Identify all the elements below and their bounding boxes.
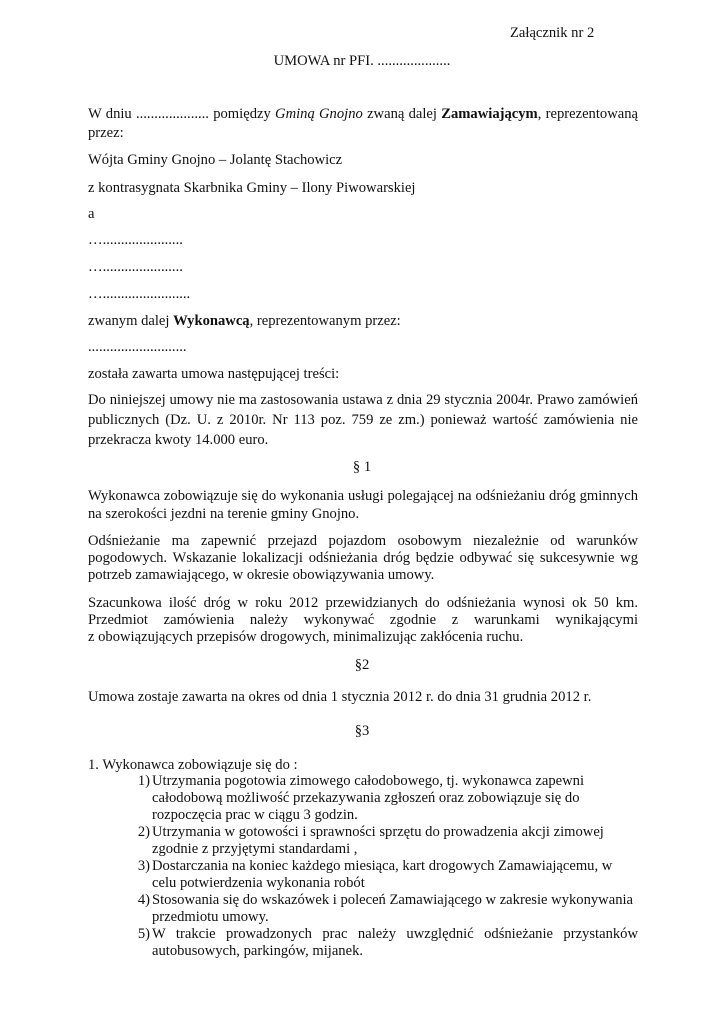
section-1-p2-line-1: Odśnieżanie ma zapewnić przejazd pojazdom osobowym niezależnie od warunków [88,533,638,549]
section-1-p3-line-1: Szacunkowa ilość dróg w roku 2012 przewidzianych do odśnieżania wynosi ok 50 km. [88,595,638,611]
conjunction: a [88,206,95,222]
legal-line-3: przekracza kwoty 14.000 euro. [88,432,269,448]
attachment-label: Załącznik nr 2 [510,25,595,41]
list-item-3-line-2: celu potwierdzenia wykonania robót [152,875,365,891]
ordering-party-role: Zamawiającym [441,106,538,122]
list-item-1-number: 1) [137,773,150,789]
list-item-2-line-2: zgodnie z przyjętymi standardami , [152,841,358,857]
contractor-role: Wykonawcą [173,313,250,329]
section-1-p2-line-3: potrzeb zamawiającego, w okresie obowiązywania umowy. [88,567,435,583]
section-2-heading: §2 [354,657,370,673]
legal-line-1: Do niniejszej umowy nie ma zastosowania ustawa z dnia 29 stycznia 2004r. Prawo zamówień [88,392,638,408]
list-item-5-line-2: autobusowych, parkingów, mijanek. [152,943,364,959]
list-item-1-line-2: całodobową możliwość przekazywania zgłoszeń oraz zobowiązuje się do [152,790,580,806]
contractor-line: zwanym dalej Wykonawcą, reprezentowanym przez: [88,313,401,329]
contractor-blank: ........................... [88,339,187,355]
section-1-p2-line-2: pogodowych. Wskazanie lokalizacji odśnieżania dróg będzie odbywać się sukcesywnie wg [88,550,638,566]
list-item-4-line-1: Stosowania się do wskazówek i poleceń Zamawiającego w zakresie wykonywania [152,892,634,908]
list-item-1-line-3: rozpoczęcia prac w ciągu 3 godzin. [152,807,358,823]
list-item-4-line-2: przedmiotu umowy. [152,909,269,925]
section-2-text: Umowa zostaje zawarta na okres od dnia 1 stycznia 2012 r. do dnia 31 grudnia 2012 r. [88,689,592,705]
list-item-1-line-1: Utrzymania pogotowia zimowego całodobowego, tj. wykonawca zapewni [152,773,585,789]
representative: Wójta Gminy Gnojno – Jolantę Stachowicz [88,152,343,168]
legal-line-2: publicznych (Dz. U. z 2010r. Nr 113 poz. 759 ze zm.) ponieważ wartość zamówienia nie [88,412,638,428]
intro-line: W dniu .................... pomiędzy Gminą Gnojno zwaną dalej Zamawiającym, reprezentowaną [88,106,638,122]
section-1-p1-line-1: Wykonawca zobowiązuje się do wykonania usługi polegającej na odśnieżaniu dróg gminnych [88,488,638,504]
countersignature: z kontrasygnata Skarbnika Gminy – Ilony Piwowarskiej [88,180,416,196]
section-1-p3-line-2: Przedmiot zamówienia należy wykonywać zgodnie z warunkami wynikającymi [88,612,638,628]
section-3-heading: §3 [354,723,370,739]
blank-field-2: …...................... [88,259,183,275]
list-item-3-line-1: Dostarczania na koniec każdego miesiąca, kart drogowych Zamawiającemu, w [152,858,613,874]
section-3-intro: 1. Wykonawca zobowiązuje się do : [88,757,298,773]
section-1-p3-line-3: z obowiązujących przepisów drogowych, minimalizując zakłócenia ruchu. [88,629,524,645]
blank-field-3: …........................ [88,286,191,302]
list-item-5-line-1: W trakcie prowadzonych prac należy uwzględnić odśnieżanie przystanków [152,926,638,942]
section-1-heading: § 1 [352,459,372,475]
list-item-3-number: 3) [137,858,150,874]
list-item-2-line-1: Utrzymania w gotowości i sprawności sprzętu do prowadzenia akcji zimowej [152,824,604,840]
section-1-p1-line-2: na szerokości jezdni na terenie gminy Gnojno. [88,506,360,522]
blank-field-1: …...................... [88,232,183,248]
list-item-4-number: 4) [137,892,150,908]
list-item-2-number: 2) [137,824,150,840]
list-item-5-number: 5) [137,926,150,942]
contract-title: UMOWA nr PFI. .................... [273,53,451,69]
concluded-statement: została zawarta umowa następującej treści: [88,366,340,382]
municipality-name: Gminą Gnojno [275,106,363,122]
intro-line-2: przez: [88,125,124,141]
